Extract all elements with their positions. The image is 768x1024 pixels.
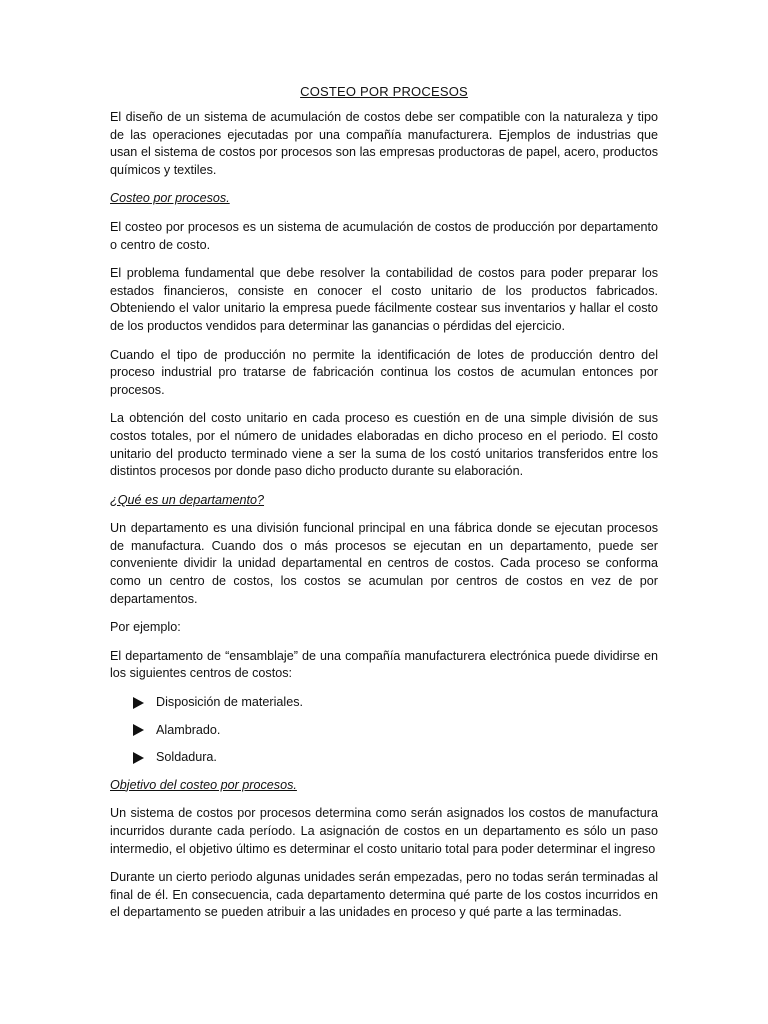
- list-item: [133, 694, 658, 712]
- paragraph: Un sistema de costos por procesos determina como serán asignados los costos de manufactura incurridos durante cada período. La asignación de costos en un departamento es sólo un paso intermedio, el objetivo último es determinar el costo unitario total para poder determinar el ingreso: [110, 806, 658, 856]
- list-item-label: Alambrado.: [156, 722, 221, 737]
- intro-paragraph: El diseño de un sistema de acumulación de costos debe ser compatible con la naturaleza y tipo de las operaciones ejecutadas por una compañía manufacturera. Ejemplos de industrias que usan el sistema de costos por procesos son las empresas productoras de papel, acero, productos químicos y textiles.: [110, 110, 658, 177]
- paragraph: Durante un cierto periodo algunas unidades serán empezadas, pero no todas serán terminadas al final de él. En consecuencia, cada departamento determina qué parte de los costos incurridos en el departamento se pueden atribuir a las unidades en proceso y qué parte a las terminadas.: [110, 870, 658, 920]
- paragraph: Un departamento es una división funcional principal en una fábrica donde se ejecutan procesos de manufactura. Cuando dos o más procesos se ejecutan en un departamento, puede ser conveniente dividir la unidad departamental en centros de costos. Cada proceso se conforma como un centro de costos, los costos se acumulan por centros de costos en vez de por departamentos.: [110, 521, 658, 606]
- paragraph: La obtención del costo unitario en cada proceso es cuestión en de una simple división de sus costos totales, por el número de unidades elaboradas en dicho proceso en el periodo. El costo unitario del producto terminado viene a ser la suma de los costó unitarios transferidos entre los distintos procesos por donde paso dicho producto durante su elaboración.: [110, 411, 658, 479]
- list-item-label: Disposición de materiales.: [156, 695, 303, 710]
- triangle-right-icon: [133, 724, 144, 736]
- paragraph: Por ejemplo:: [110, 620, 181, 635]
- paragraph: El costeo por procesos es un sistema de acumulación de costos de producción por departamento o centro de costo.: [110, 219, 658, 252]
- triangle-right-icon: [133, 752, 144, 764]
- page-title: COSTEO POR PROCESOS: [300, 84, 468, 99]
- triangle-right-icon: [133, 697, 144, 709]
- list-item-label: Soldadura.: [156, 750, 217, 765]
- paragraph: El departamento de “ensamblaje” de una compañía manufacturera electrónica puede dividirse en los siguientes centros de costos:: [110, 648, 658, 681]
- cost-centers-list: [110, 694, 658, 767]
- list-item: [133, 722, 658, 740]
- section-heading-costeo: Costeo por procesos.: [110, 191, 230, 206]
- paragraph: El problema fundamental que debe resolver la contabilidad de costos para poder preparar los estados financieros, consiste en conocer el costo unitario de los productos fabricados. Obteniendo el valor unitario la empresa puede fácilmente costear sus inventarios y hallar el costo de los productos vendidos para determinar las ganancias o pérdidas del ejercicio.: [110, 266, 658, 333]
- section-heading-departamento: ¿Qué es un departamento?: [110, 492, 265, 507]
- paragraph: Cuando el tipo de producción no permite la identificación de lotes de producción dentro del proceso industrial pro tratarse de fabricación continua los costos de acumulan entonces por procesos.: [110, 347, 658, 397]
- section-heading-objetivo: Objetivo del costeo por procesos.: [110, 777, 297, 792]
- list-item: [133, 749, 658, 767]
